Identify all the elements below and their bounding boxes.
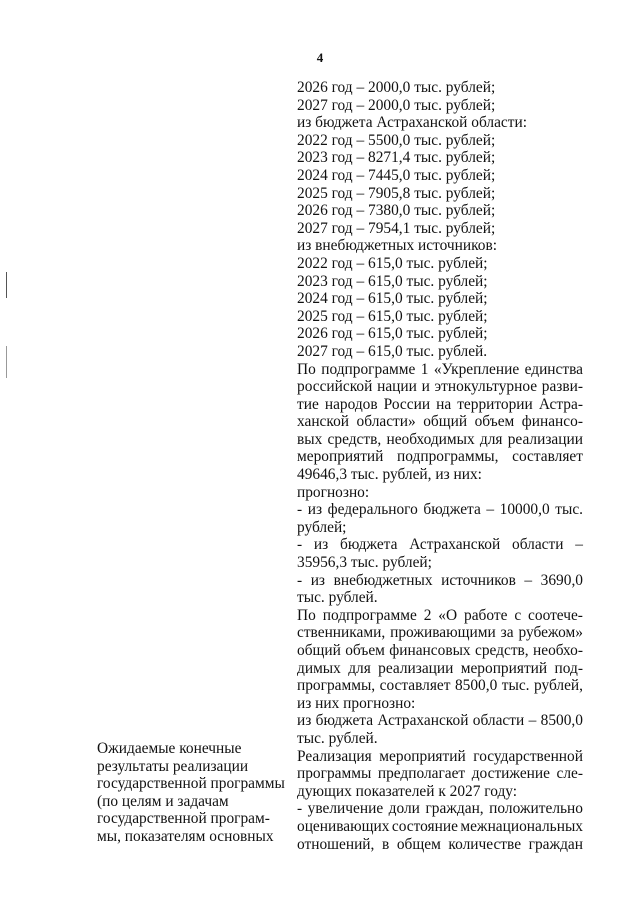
text-line: государственной программы (97, 775, 285, 793)
word: из (297, 712, 312, 730)
text-line (297, 765, 583, 783)
text-line (297, 448, 583, 466)
text-line: 35956,3 тыс. рублей; (297, 554, 432, 572)
word: этнокультурное (434, 378, 538, 396)
word: – (528, 712, 537, 730)
word: мероприятий (460, 659, 548, 677)
word: в (381, 835, 390, 853)
word: Астраханской (377, 712, 469, 730)
text-line: рублей; (297, 518, 347, 536)
word: ханской (297, 413, 350, 431)
word: общий (423, 413, 468, 431)
word: на (436, 395, 452, 413)
text-line: 49646,3 тыс. рублей, из них: (297, 466, 482, 484)
word: нации (377, 378, 417, 396)
word: тыс. (555, 501, 583, 519)
text-line (297, 677, 583, 695)
margin-mark (6, 272, 7, 298)
text-line (297, 607, 583, 625)
word: 3690,0 (540, 571, 583, 589)
word: финансовых (389, 642, 471, 659)
text-line (297, 660, 583, 678)
word: – (486, 501, 495, 519)
word: Астраханской (409, 536, 501, 554)
word: работе (464, 606, 508, 624)
word: количестве (448, 835, 522, 853)
text-line (297, 572, 583, 590)
word: финансо- (521, 413, 583, 431)
text-line (297, 378, 583, 396)
text-line (297, 361, 583, 379)
word: тие (297, 395, 319, 413)
word: бюджета (423, 501, 481, 519)
word: «О (438, 606, 458, 624)
word: области» (356, 413, 416, 431)
word: положительно (489, 800, 583, 818)
text-line: (по целям и задачам (97, 792, 229, 810)
text-line (297, 836, 583, 854)
text-line: результаты реализации (97, 757, 249, 775)
word: оценивающих (297, 817, 390, 835)
word: из (313, 536, 329, 554)
word: отношений, (297, 835, 375, 853)
text-line: 2027 год – 2000,0 тыс. рублей; (297, 96, 496, 114)
text-line: 2025 год – 615,0 тыс. рублей; (297, 307, 488, 325)
word: России (383, 395, 431, 413)
word: под- (554, 659, 583, 677)
text-line (297, 624, 583, 642)
passport-field-value (297, 79, 583, 853)
text-line: из них прогнозно: (297, 694, 416, 712)
word: из (307, 501, 323, 519)
word: проживающими (390, 624, 496, 642)
text-line: 2022 год – 5500,0 тыс. рублей; (297, 131, 496, 149)
word: средств, (327, 430, 382, 448)
word: 8500,0 (540, 712, 583, 730)
word: единства (524, 360, 583, 378)
word: доли (388, 800, 420, 818)
word: - (297, 571, 303, 589)
word: граждан (528, 835, 583, 853)
word: бюджета (315, 712, 374, 730)
word: из (310, 571, 326, 589)
page-number: 4 (316, 50, 324, 65)
word: межнациональных (460, 817, 583, 835)
text-line (297, 818, 583, 836)
word: средств, (475, 642, 529, 659)
word: подпрограммы, (397, 448, 499, 466)
word: тыс. (501, 677, 530, 695)
word: общем (396, 835, 441, 853)
text-line: мы, показателям основных (97, 827, 274, 845)
word: источников (441, 571, 516, 589)
word: Реализация (297, 747, 372, 765)
word: области (512, 536, 564, 554)
text-line: из бюджета Астраханской области: (297, 114, 527, 132)
word: – (575, 536, 583, 554)
text-line (297, 413, 583, 431)
word: области (472, 712, 525, 730)
word: достижение (471, 765, 550, 783)
word: состояние (391, 817, 458, 835)
word: программы, (297, 677, 376, 695)
text-line: прогнозно: (297, 483, 370, 501)
text-line: 2026 год – 2000,0 тыс. рублей; (297, 79, 496, 96)
word: объем (474, 413, 515, 431)
text-line (297, 712, 583, 730)
word: сле- (556, 765, 583, 783)
word: 2 (423, 606, 432, 624)
text-line (297, 396, 583, 414)
text-line: 2026 год – 615,0 тыс. рублей; (297, 325, 488, 343)
text-line: 2024 год – 7445,0 тыс. рублей; (297, 166, 496, 184)
word: государственной (473, 747, 583, 765)
word: подпрограмме (322, 606, 417, 624)
text-line (297, 431, 583, 449)
word: программы (297, 765, 372, 783)
word: территории (457, 395, 533, 413)
text-line: 2024 год – 615,0 тыс. рублей; (297, 290, 488, 308)
word: Астра- (538, 395, 583, 413)
word: 8500,0 (454, 677, 498, 695)
word: с (514, 606, 522, 624)
word: разви- (541, 378, 583, 396)
word: мероприятий (379, 747, 466, 765)
text-line: 2027 год – 7954,1 тыс. рублей; (297, 219, 496, 237)
word: рублей, (533, 677, 583, 695)
text-line (297, 800, 583, 818)
word: – (524, 571, 533, 589)
text-line: дующих показателей к 2027 году: (297, 782, 518, 800)
text-line (297, 536, 583, 554)
word: внебюджетных (333, 571, 433, 589)
word: По (297, 606, 316, 624)
word: для (348, 659, 371, 677)
word: мероприятий (297, 448, 384, 466)
word: увеличение (307, 800, 384, 818)
text-line: 2022 год – 615,0 тыс. рублей; (297, 254, 488, 272)
word: - (297, 536, 303, 554)
word: 10000,0 (499, 501, 550, 519)
passport-field-label (97, 740, 287, 846)
word: составляет (512, 448, 583, 466)
word: «Укрепление (433, 360, 520, 378)
text-line: 2023 год – 8271,4 тыс. рублей; (297, 149, 496, 167)
word: необхо- (533, 642, 583, 659)
word: - (297, 800, 303, 818)
word: рубежом» (518, 624, 583, 642)
text-line (297, 501, 583, 519)
word: российской (297, 378, 373, 396)
text-line: 2026 год – 7380,0 тыс. рублей; (297, 202, 496, 220)
word: общий (297, 642, 341, 659)
word: составляет (379, 677, 451, 695)
word: предполагает (377, 765, 466, 783)
text-line: 2023 год – 615,0 тыс. рублей; (297, 272, 488, 290)
word: подпрограмме (321, 360, 416, 378)
word: ственниками, (297, 624, 386, 642)
word: народов (324, 395, 378, 413)
word: объем (345, 642, 385, 659)
word: 1 (420, 360, 429, 378)
word: граждан, (425, 800, 484, 818)
word: вых (297, 430, 323, 448)
margin-mark (6, 346, 7, 378)
word: соотече- (528, 606, 583, 624)
word: димых (297, 659, 341, 677)
text-line: 2025 год – 7905,8 тыс. рублей; (297, 184, 496, 202)
word: По (297, 360, 316, 378)
word: - (297, 501, 303, 519)
text-line: государственной програм- (97, 810, 270, 828)
word: за (500, 624, 514, 642)
word: необходимых (386, 430, 475, 448)
text-line (297, 642, 583, 660)
text-line: из внебюджетных источников: (297, 237, 498, 255)
word: для (479, 430, 503, 448)
word: федерального (327, 501, 418, 519)
word: реализации (378, 659, 454, 677)
word: бюджета (340, 536, 398, 554)
word: и (421, 378, 430, 396)
text-line: тыс. рублей. (297, 729, 378, 747)
text-line (297, 748, 583, 766)
word: реализации (507, 430, 583, 448)
text-line: 2027 год – 615,0 тыс. рублей. (297, 342, 488, 360)
text-line: Ожидаемые конечные (97, 740, 242, 757)
text-line: тыс. рублей. (297, 589, 378, 607)
